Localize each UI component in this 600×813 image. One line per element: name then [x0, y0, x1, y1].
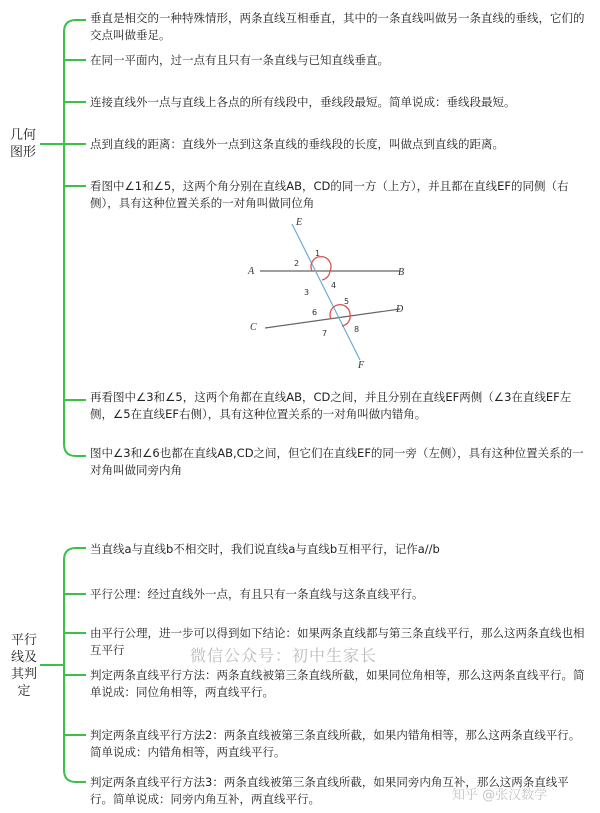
point-label-c: C [250, 322, 257, 333]
list-item: 看图中∠1和∠5，这两个角分别在直线AB，CD的同一方（上方），并且都在直线EF的同侧（右侧），具有这种位置关系的一对角叫做同位角 [90, 179, 569, 210]
line-cd [265, 309, 400, 328]
point-label-a: A [248, 266, 255, 277]
angle-label-1: 1 [315, 249, 321, 258]
list-item: 判定两条直线平行方法：两条直线被第三条直线所截，如果同位角相等，那么这两条直线平行。简单说成：同位角相等，两直线平行。 [90, 668, 585, 699]
angle-label-7: 7 [322, 329, 328, 338]
watermark-wechat: 微信公众号：初中生家长 [190, 646, 378, 665]
point-label-b: B [398, 267, 405, 278]
list-item: 当直线a与直线b不相交时，我们说直线a与直线b互相平行，记作a//b [90, 542, 440, 556]
list-item: 在同一平面内，过一点有且只有一条直线与已知直线垂直。 [90, 53, 389, 67]
section-label-geometry: 几何 图形 [9, 128, 36, 160]
point-label-e: E [296, 217, 303, 228]
angle-label-6: 6 [312, 308, 318, 317]
list-item: 连接直线外一点与直线上各点的所有线段中，垂线段最短。简单说成：垂线段最短。 [90, 95, 516, 109]
angle-label-5: 5 [344, 297, 350, 306]
watermark-zhihu: 知乎 @张汉数学 [452, 788, 548, 803]
angles-diagram [230, 212, 430, 372]
angle-arc-upper-2 [322, 271, 330, 280]
list-item: 点到直线的距离：直线外一点到这条直线的垂线段的长度，叫做点到直线的距离。 [90, 137, 504, 151]
list-item: 判定两条直线平行方法2：两条直线被第三条直线所截，如果内错角相等，那么这两条直线平行。简单说成：内错角相等，两直线平行。 [90, 728, 581, 759]
list-item: 再看图中∠3和∠5，这两个角都在直线AB，CD之间，并且分别在直线EF两侧（∠3在直线EF左侧，∠5在直线EF右侧），具有这种位置关系的一对角叫做内错角。 [90, 390, 572, 421]
angle-label-8: 8 [354, 325, 360, 334]
angle-label-4: 4 [331, 281, 337, 290]
list-item: 图中∠3和∠6也都在直线AB,CD之间，但它们在直线EF的同一旁（左侧），具有这种位置关系的一对角叫做同旁内角 [90, 446, 584, 477]
list-item: 判定两条直线平行方法3：两条直线被第三条直线所截，如果同旁内角互补，那么这两条直线平行。简单说成：同旁内角互补，两直线平行。 [90, 775, 569, 806]
point-label-d: D [396, 304, 404, 315]
line-ef [292, 224, 360, 360]
section-label-parallel-lines: 平行 线及 其判 定 [10, 633, 37, 699]
angle-label-2: 2 [294, 259, 300, 268]
list-item: 垂直是相交的一种特殊情形，两条直线互相垂直，其中的一条直线叫做另一条直线的垂线，它们的交点叫做垂足。 [90, 11, 585, 42]
list-item: 由平行公理，进一步可以得到如下结论：如果两条直线都与第三条直线平行，那么这两条直线也相互平行 [90, 626, 585, 657]
list-item: 平行公理：经过直线外一点，有且只有一条直线与这条直线平行。 [90, 587, 424, 601]
angle-label-3: 3 [304, 288, 310, 297]
point-label-f: F [358, 360, 365, 371]
